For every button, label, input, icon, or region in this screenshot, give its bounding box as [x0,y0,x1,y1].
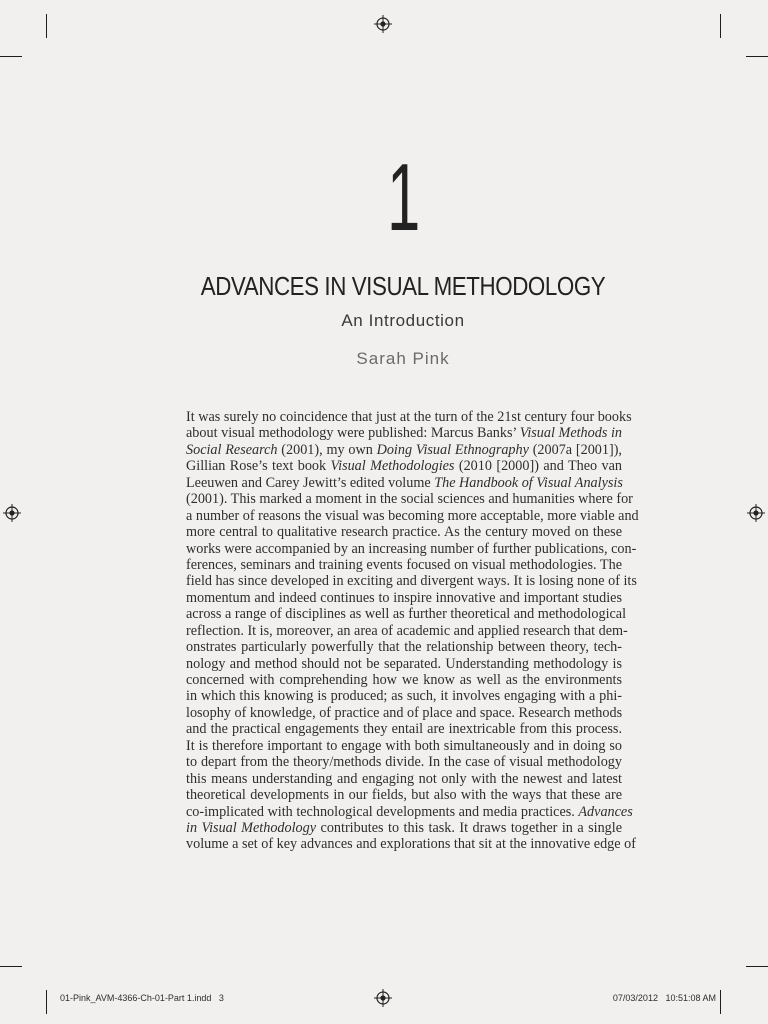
body-text-run: It was surely no coincidence that just at the turn of the 21st century four books [186,409,632,425]
body-text-run: momentum and indeed continues to inspire innovative and important studies [186,589,622,606]
body-text-run: about visual methodology were published: Marcus Banks’ [186,425,520,442]
crop-mark-right-bottom [746,966,768,967]
body-line [186,705,622,721]
body-text-run: nology and method should not be separated. Understanding methodology is [186,655,622,672]
registration-mark-left-icon [3,504,21,522]
italic-title: Social Research [186,441,278,458]
body-text-run: across a range of disciplines as well as further theoretical and methodological [186,606,627,623]
italic-title: Advances [578,803,633,820]
body-line [186,656,622,672]
body-text-run: volume a set of key advances and explorations that sit at the innovative edge of [186,836,636,853]
body-line [186,458,622,474]
crop-mark-left-bottom [0,966,22,967]
body-line [186,771,622,787]
chapter-author: Sarah Pink [356,349,450,368]
body-line [186,787,622,803]
registration-mark-bottom-icon [374,989,392,1007]
italic-title: Doing Visual Ethnography [376,441,529,458]
body-text-run: contributes to this task. It draws together in a single [316,819,622,836]
body-text-run: reflection. It is, moreover, an area of academic and applied research that dem- [186,622,628,639]
italic-title: Visual Methods in [519,425,622,442]
italic-title: in Visual Methodology [186,819,317,836]
body-line [186,557,622,573]
body-text-run: (2001), my own [277,441,377,458]
chapter-subtitle: An Introduction [341,311,465,330]
body-text-run: (2010 [2000]) and Theo van [454,458,622,475]
chapter-number: 1 [387,144,419,251]
print-timestamp: 07/03/2012 10:51:08 AM [612,993,716,1003]
body-line [186,803,633,820]
body-line [186,820,622,836]
body-line [186,573,637,590]
body-line [186,590,622,606]
chapter-title: ADVANCES IN VISUAL METHODOLOGY [200,271,606,301]
registration-mark-right-icon [747,504,765,522]
body-text-run: Gillian Rose’s text book [186,458,331,475]
body-line [186,442,622,458]
crop-mark-top-left [46,14,47,38]
crop-mark-top-right [720,14,721,38]
body-line [186,425,622,441]
print-slug: 01-Pink_AVM-4366-Ch-01-Part 1.indd 3 [60,993,224,1003]
body-line [186,491,633,508]
italic-title: Visual Methodologies [330,458,455,475]
body-text-run: theoretical developments in our fields, but also with the ways that these are [186,787,622,804]
body-text-run: concerned with comprehending how we know as well as the environments [186,672,622,688]
body-line [186,606,627,623]
body-line [186,639,622,655]
body-text-run: and the practical engagements they entail are inextricable from this process. [186,721,622,738]
body-line [186,754,622,770]
body-text-run: in which this knowing is produced; as such, it involves engaging with a phi- [186,688,622,705]
body-line [186,475,622,491]
body-text-run: this means understanding and engaging not only with the newest and latest [186,770,622,787]
crop-mark-left-top [0,56,22,57]
body-text-run: more central to qualitative research practice. As the century moved on these [186,524,622,541]
body-line [186,540,637,557]
body-paragraph [186,409,639,853]
body-text-run: co-implicated with technological developments and media practices. [186,803,579,820]
body-line [186,507,639,524]
body-line [186,622,628,639]
italic-title: The Handbook of Visual Analysis [434,474,623,491]
body-text-run: field has since developed in exciting and divergent ways. It is losing none of its [186,573,637,590]
body-text-run: onstrates particularly powerfully that the relationship between theory, tech- [186,639,622,656]
registration-mark-top-icon [374,15,392,33]
body-line [186,688,622,704]
body-text-run: works were accompanied by an increasing number of further publications, con- [186,540,637,557]
body-line [186,721,622,737]
body-text-run: a number of reasons the visual was becoming more acceptable, more viable and [186,507,639,524]
body-text-run: (2007a [2001]), [528,441,622,458]
body-line [186,738,622,754]
body-line [186,836,636,853]
body-text-run: ferences, seminars and training events focused on visual methodologies. The [186,556,622,573]
body-text-run: losophy of knowledge, of practice and of place and space. Research methods [186,704,623,721]
crop-mark-bottom-right [720,990,721,1014]
body-line [186,524,622,540]
body-text-run: (2001). This marked a moment in the social sciences and humanities where for [186,491,633,508]
body-text-run: It is therefore important to engage with both simultaneously and in doing so [186,737,622,754]
body-line [186,672,622,688]
crop-mark-bottom-left [46,990,47,1014]
body-text-run: Leeuwen and Carey Jewitt’s edited volume [186,474,435,491]
body-line [186,409,632,425]
crop-mark-right-top [746,56,768,57]
body-text-run: to depart from the theory/methods divide. In the case of visual methodology [186,754,622,771]
